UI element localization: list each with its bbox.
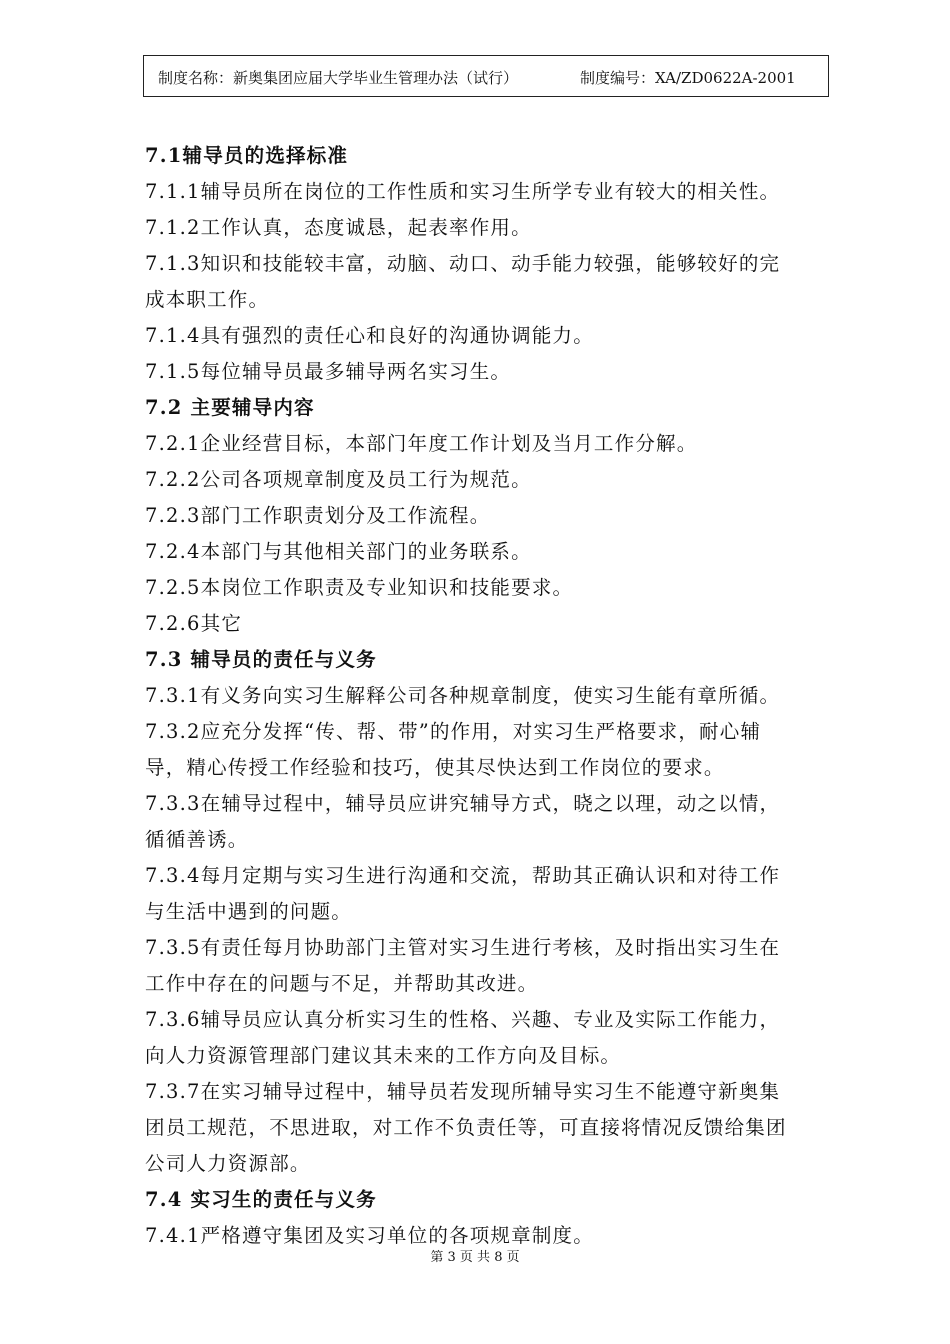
paragraph-line: 7.3.4每月定期与实习生进行沟通和交流，帮助其正确认识和对待工作 xyxy=(145,864,781,887)
paragraph-line: 团员工规范，不思进取，对工作不负责任等，可直接将情况反馈给集团 xyxy=(145,1116,787,1139)
paragraph-line: 7.2.2公司各项规章制度及员工行为规范。 xyxy=(145,468,532,491)
document-header xyxy=(143,55,829,97)
document-title: 制度名称：新奥集团应届大学毕业生管理办法（试行） xyxy=(158,69,519,87)
paragraph-line: 7.2.3部门工作职责划分及工作流程。 xyxy=(145,504,491,527)
page-number: 第 3 页 共 8 页 xyxy=(430,1250,520,1265)
paragraph-line: 7.3.6辅导员应认真分析实习生的性格、兴趣、专业及实际工作能力， xyxy=(145,1008,781,1031)
section-heading: 7.4 实习生的责任与义务 xyxy=(145,1188,377,1211)
section-heading: 7.3 辅导员的责任与义务 xyxy=(145,648,377,671)
paragraph-line: 公司人力资源部。 xyxy=(145,1152,311,1175)
paragraph-line: 7.3.3在辅导过程中，辅导员应讲究辅导方式，晓之以理，动之以情， xyxy=(145,792,781,815)
paragraph-line: 7.3.1有义务向实习生解释公司各种规章制度，使实习生能有章所循。 xyxy=(145,684,781,707)
paragraph-line: 7.1.1辅导员所在岗位的工作性质和实习生所学专业有较大的相关性。 xyxy=(145,180,781,203)
paragraph-line: 导，精心传授工作经验和技巧，使其尽快达到工作岗位的要求。 xyxy=(145,756,725,779)
paragraph-line: 循循善诱。 xyxy=(145,828,249,851)
paragraph-line: 7.1.3知识和技能较丰富，动脑、动口、动手能力较强，能够较好的完 xyxy=(145,252,781,275)
paragraph-line: 7.2.5本岗位工作职责及专业知识和技能要求。 xyxy=(145,576,574,599)
paragraph-line: 7.2.6其它 xyxy=(145,612,243,635)
paragraph-line: 7.1.2工作认真，态度诚恳，起表率作用。 xyxy=(145,216,532,239)
paragraph-line: 工作中存在的问题与不足，并帮助其改进。 xyxy=(145,972,539,995)
paragraph-line: 向人力资源管理部门建议其未来的工作方向及目标。 xyxy=(145,1044,622,1067)
paragraph-line: 7.3.5有责任每月协助部门主管对实习生进行考核，及时指出实习生在 xyxy=(145,936,781,959)
document-code: 制度编号：XA/ZD0622A-2001 xyxy=(580,69,796,87)
paragraph-line: 成本职工作。 xyxy=(145,288,270,311)
paragraph-line: 7.2.4本部门与其他相关部门的业务联系。 xyxy=(145,540,532,563)
paragraph-line: 7.2.1企业经营目标，本部门年度工作计划及当月工作分解。 xyxy=(145,432,698,455)
document-body xyxy=(145,138,845,1254)
paragraph-line: 7.3.7在实习辅导过程中，辅导员若发现所辅导实习生不能遵守新奥集 xyxy=(145,1080,781,1103)
paragraph-line: 7.1.5每位辅导员最多辅导两名实习生。 xyxy=(145,360,512,383)
paragraph-line: 7.4.1严格遵守集团及实习单位的各项规章制度。 xyxy=(145,1224,594,1247)
paragraph-line: 7.1.4具有强烈的责任心和良好的沟通协调能力。 xyxy=(145,324,594,347)
paragraph-line: 与生活中遇到的问题。 xyxy=(145,900,353,923)
section-heading: 7.2 主要辅导内容 xyxy=(145,396,315,419)
section-heading: 7.1辅导员的选择标准 xyxy=(145,144,349,167)
paragraph-line: 7.3.2应充分发挥“传、帮、带”的作用，对实习生严格要求，耐心辅 xyxy=(145,720,762,743)
